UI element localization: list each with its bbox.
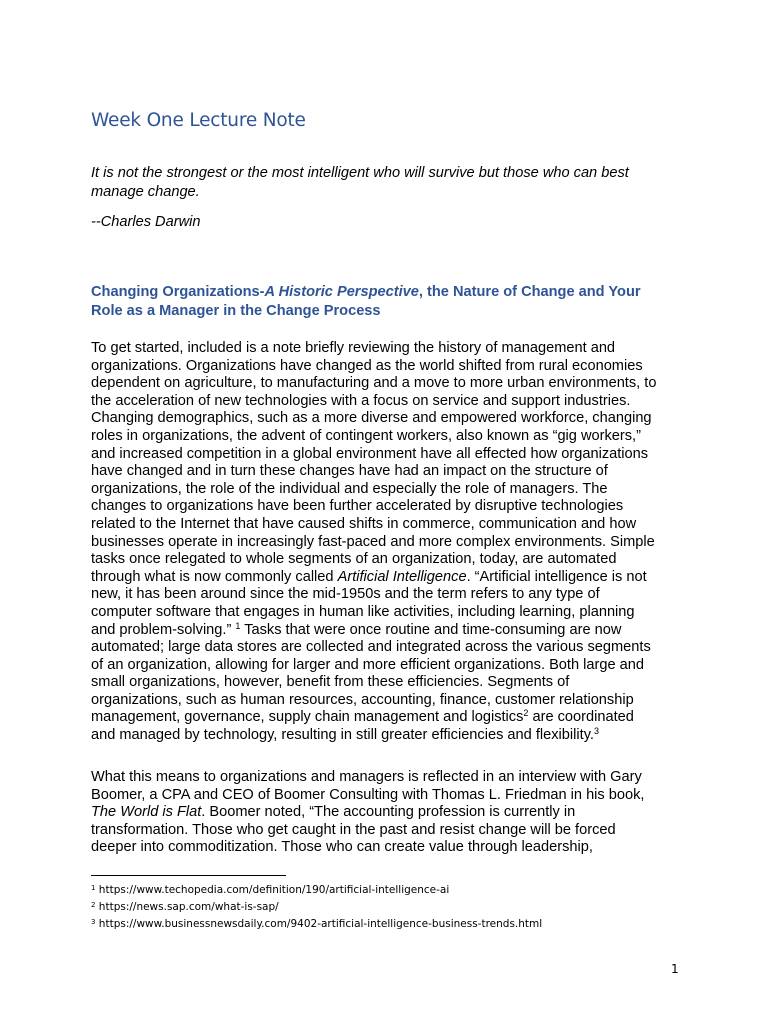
text-run: through what is now commonly called bbox=[91, 568, 338, 585]
paragraph-line bbox=[91, 569, 691, 587]
quote-line-2: manage change. bbox=[91, 184, 200, 200]
paragraph-line: tasks once relegated to whole segments of an organization, today, are automated bbox=[91, 551, 617, 568]
text-run: . Boomer noted, “The accounting profession is currently in bbox=[201, 804, 576, 821]
body-paragraph-2 bbox=[91, 769, 691, 857]
footnotes bbox=[91, 882, 542, 933]
paragraph-line: To get started, included is a note briefly reviewing the history of management and bbox=[91, 340, 616, 356]
paragraph-line bbox=[91, 622, 691, 640]
footnote-separator bbox=[91, 875, 286, 876]
paragraph-line: deeper into commoditization. Those who can create value through leadership, bbox=[91, 839, 593, 856]
text-run: are coordinated bbox=[528, 709, 634, 726]
page-title: Week One Lecture Note bbox=[91, 110, 306, 131]
paragraph-line bbox=[91, 804, 691, 822]
paragraph-line: organizations, such as human resources, accounting, finance, customer relationship bbox=[91, 691, 634, 708]
footnote-mark: 3 bbox=[91, 918, 96, 926]
footnote-2 bbox=[91, 899, 542, 916]
paragraph-line: What this means to organizations and managers is reflected in an interview with Gary bbox=[91, 769, 642, 785]
paragraph-line bbox=[91, 727, 691, 745]
paragraph-line: computer software that engages in human like activities, including learning, planning bbox=[91, 603, 635, 620]
page-number: 1 bbox=[671, 962, 679, 976]
heading-part-2-italic: A Historic Perspective bbox=[264, 284, 419, 300]
epigraph-quote bbox=[91, 164, 681, 202]
paragraph-line: organizations, the role of the individual and especially the role of managers. The bbox=[91, 480, 608, 497]
footnote-ref-2[interactable]: 2 bbox=[523, 708, 529, 719]
text-run: . “Artificial intelligence is not bbox=[466, 568, 647, 585]
paragraph-line: related to the Internet that have caused shifts in commerce, communication and how bbox=[91, 515, 637, 532]
footnote-mark: 1 bbox=[91, 884, 96, 892]
paragraph-line: businesses operate in increasingly fast-paced and more complex environments. Simple bbox=[91, 533, 655, 550]
paragraph-line: dependent on agriculture, to manufacturing and a move to more urban environments, to bbox=[91, 375, 657, 392]
paragraph-line: changes to organizations have been further accelerated by disruptive technologies bbox=[91, 498, 624, 515]
paragraph-line: transformation. Those who get caught in the past and resist change will be forced bbox=[91, 821, 616, 838]
book-title-italic: The World is Flat bbox=[91, 804, 202, 821]
paragraph-line: of an organization, allowing for larger and more efficient organizations. Both large and bbox=[91, 656, 645, 673]
footnote-ref-3[interactable]: 3 bbox=[593, 726, 599, 737]
paragraph-line: the acceleration of new technologies with a focus on service and support industries. bbox=[91, 392, 631, 409]
heading-line-2: Role as a Manager in the Change Process bbox=[91, 303, 381, 319]
text-run: Tasks that were once routine and time-consuming are now bbox=[240, 621, 622, 638]
paragraph-line: and increased competition in a global environment have all effected how organizations bbox=[91, 445, 649, 462]
text-run-italic: Artificial Intelligence bbox=[337, 568, 467, 585]
paragraph-line: Changing demographics, such as a more diverse and empowered workforce, changing bbox=[91, 410, 652, 427]
footnote-link[interactable]: https://www.businessnewsdaily.com/9402-artificial-intelligence-business-trends.html bbox=[95, 918, 543, 930]
footnote-3 bbox=[91, 916, 542, 933]
text-run: management, governance, supply chain management and logistics bbox=[91, 709, 524, 726]
paragraph-line: have changed and in turn these changes have had an impact on the structure of bbox=[91, 463, 608, 480]
paragraph-line: Boomer, a CPA and CEO of Boomer Consulting with Thomas L. Friedman in his book, bbox=[91, 786, 645, 803]
paragraph-line: automated; large data stores are collected and integrated across the various segments bbox=[91, 639, 651, 656]
footnote-mark: 2 bbox=[91, 901, 96, 909]
text-run: and managed by technology, resulting in still greater efficiencies and flexibility. bbox=[91, 727, 594, 744]
paragraph-line bbox=[91, 709, 691, 727]
section-heading bbox=[91, 283, 691, 321]
footnote-link[interactable]: https://news.sap.com/what-is-sap/ bbox=[95, 901, 279, 913]
heading-part-1: Changing Organizations- bbox=[91, 284, 265, 300]
paragraph-line: new, it has been around since the mid-1950s and the term refers to any type of bbox=[91, 586, 600, 603]
paragraph-line: small organizations, however, benefit from these efficiencies. Segments of bbox=[91, 674, 570, 691]
paragraph-line: organizations. Organizations have changed as the world shifted from rural economies bbox=[91, 357, 643, 374]
paragraph-line: roles in organizations, the advent of contingent workers, also known as “gig workers,” bbox=[91, 427, 641, 444]
heading-part-3: , the Nature of Change and Your bbox=[418, 284, 641, 300]
footnote-ref-1[interactable]: 1 bbox=[235, 620, 241, 631]
footnote-link[interactable]: https://www.techopedia.com/definition/190/artificial-intelligence-ai bbox=[95, 884, 450, 896]
text-run: and problem-solving.” bbox=[91, 621, 236, 638]
heading-line-1 bbox=[91, 283, 691, 302]
body-paragraph-1 bbox=[91, 340, 691, 745]
quote-author: --Charles Darwin bbox=[91, 214, 201, 230]
quote-line-1: It is not the strongest or the most intelligent who will survive but those who can best bbox=[91, 165, 629, 181]
footnote-1 bbox=[91, 882, 542, 899]
